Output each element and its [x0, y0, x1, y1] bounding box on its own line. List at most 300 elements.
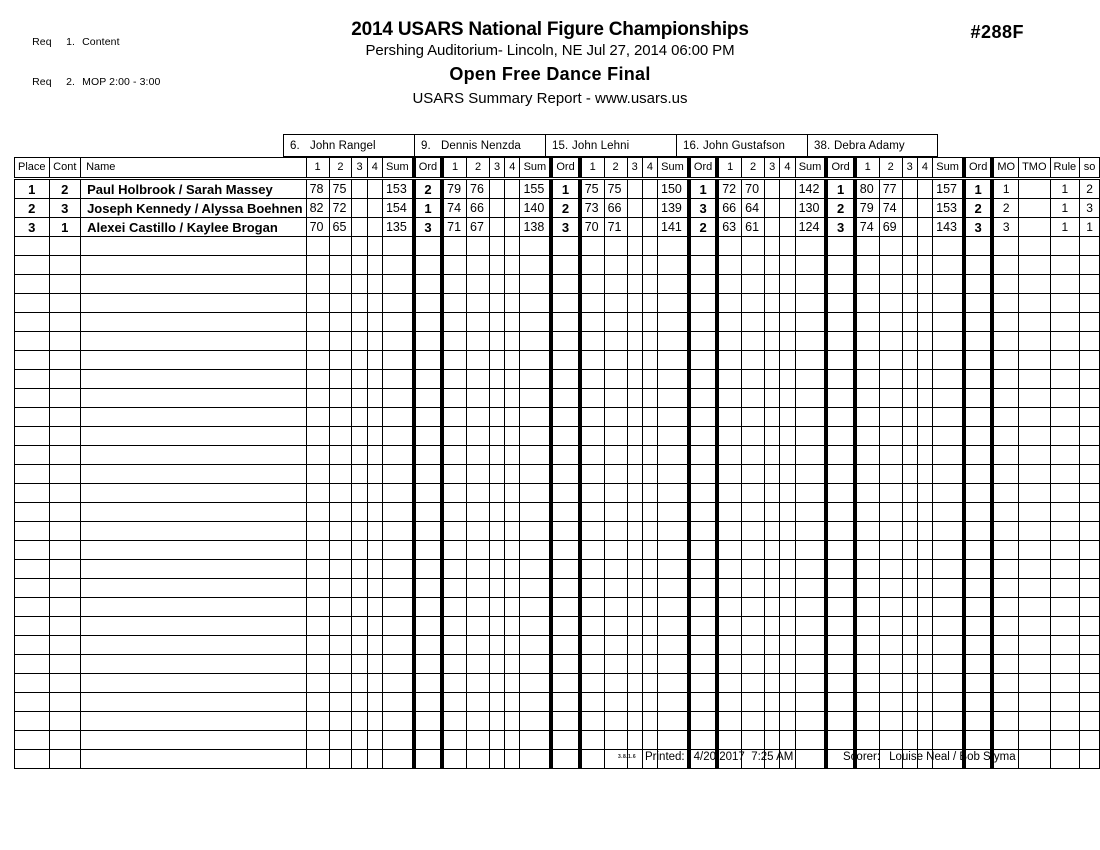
table-row-empty[interactable]	[15, 598, 1100, 617]
cell-judge1-ord	[414, 313, 442, 332]
cell-judge4-score4	[780, 199, 795, 218]
cell-judge1-sum	[382, 465, 413, 484]
cell-judge1-score3	[352, 503, 367, 522]
cell-judge4-score3	[765, 446, 780, 465]
cell-judge2-sum	[520, 560, 551, 579]
results-table	[14, 157, 1100, 769]
cell-judge1-score4	[367, 503, 382, 522]
cell-judge1-score1	[306, 731, 329, 750]
table-row[interactable]	[15, 218, 1100, 237]
cell-judge5-score4	[917, 275, 932, 294]
cell-judge4-ord	[826, 275, 854, 294]
cell-judge4-score3	[765, 408, 780, 427]
cell-judge3-score3	[627, 484, 642, 503]
cell-judge3-sum	[658, 313, 689, 332]
cell-judge1-score2	[329, 712, 352, 731]
table-row[interactable]	[15, 199, 1100, 218]
cell-judge1-score4	[367, 275, 382, 294]
cell-judge3-score2	[604, 256, 627, 275]
cell-judge1-score3	[352, 351, 367, 370]
cell-judge4-score2	[742, 256, 765, 275]
cell-judge3-score3	[627, 389, 642, 408]
col-header-judge2-sum: Sum	[520, 158, 551, 178]
cell-judge2-ord	[551, 560, 579, 579]
cell-judge3-score3	[627, 731, 642, 750]
cell-tmo	[1019, 522, 1050, 541]
cell-so	[1080, 636, 1100, 655]
cell-judge3-score2	[604, 465, 627, 484]
cell-judge1-sum	[382, 408, 413, 427]
cell-judge4-score4	[780, 351, 795, 370]
cell-judge2-ord	[551, 275, 579, 294]
cell-judge4-score2	[742, 617, 765, 636]
cell-judge3-ord	[689, 370, 717, 389]
cell-judge5-score2	[879, 731, 902, 750]
cell-judge3-score1: 73	[580, 199, 604, 218]
cell-judge4-score2	[742, 351, 765, 370]
cell-judge4-score3	[765, 503, 780, 522]
cell-judge5-score1	[855, 294, 879, 313]
cell-place	[15, 693, 50, 712]
cell-judge3-ord	[689, 522, 717, 541]
cell-judge1-score3	[352, 294, 367, 313]
cell-judge4-score2	[742, 541, 765, 560]
judge-number: 15.	[552, 139, 569, 152]
cell-place	[15, 617, 50, 636]
table-row-empty[interactable]	[15, 579, 1100, 598]
cell-judge1-score4	[367, 598, 382, 617]
cell-judge2-score3	[489, 503, 504, 522]
cell-judge1-score3	[352, 313, 367, 332]
cell-judge4-ord	[826, 731, 854, 750]
cell-mo	[992, 465, 1018, 484]
cell-cont	[49, 332, 81, 351]
cell-tmo	[1019, 712, 1050, 731]
table-row-empty[interactable]	[15, 674, 1100, 693]
cell-judge3-ord	[689, 712, 717, 731]
table-row-empty[interactable]	[15, 427, 1100, 446]
table-row-empty[interactable]	[15, 693, 1100, 712]
cell-judge5-sum	[933, 427, 964, 446]
cell-judge5-score2	[879, 522, 902, 541]
cell-so	[1080, 465, 1100, 484]
table-row-empty[interactable]	[15, 731, 1100, 750]
cell-judge4-sum: 124	[795, 218, 826, 237]
cell-judge1-score1	[306, 275, 329, 294]
cell-name	[81, 427, 307, 446]
cell-judge5-score3	[902, 294, 917, 313]
cell-judge5-score4	[917, 256, 932, 275]
col-header-judge3-score4: 4	[642, 158, 657, 178]
table-row-empty[interactable]	[15, 256, 1100, 275]
cell-place	[15, 332, 50, 351]
cell-judge2-score2	[467, 351, 490, 370]
cell-rule	[1050, 484, 1080, 503]
cell-judge3-score4	[642, 370, 657, 389]
cell-judge2-score4	[505, 218, 520, 237]
cell-judge1-score3	[352, 370, 367, 389]
cell-judge4-score4	[780, 408, 795, 427]
cell-rule	[1050, 731, 1080, 750]
cell-judge5-score3	[902, 579, 917, 598]
table-row-empty[interactable]	[15, 408, 1100, 427]
cell-judge2-sum	[520, 731, 551, 750]
cell-mo	[992, 389, 1018, 408]
cell-judge4-score4	[780, 332, 795, 351]
cell-judge3-score1	[580, 370, 604, 389]
cell-judge2-score1	[442, 522, 466, 541]
cell-rule	[1050, 579, 1080, 598]
cell-judge4-score3	[765, 598, 780, 617]
results-table-head	[15, 158, 1100, 178]
cell-cont	[49, 465, 81, 484]
cell-judge4-score1	[717, 408, 741, 427]
cell-judge3-score3	[627, 275, 642, 294]
cell-judge1-score3	[352, 598, 367, 617]
cell-judge2-score1	[442, 256, 466, 275]
cell-judge1-ord	[414, 484, 442, 503]
cell-name	[81, 693, 307, 712]
col-header-judge1-score2: 2	[329, 158, 352, 178]
cell-judge4-ord: 1	[826, 180, 854, 199]
cell-judge3-score3	[627, 408, 642, 427]
cell-judge3-ord	[689, 674, 717, 693]
cell-judge2-sum	[520, 541, 551, 560]
cell-judge5-score1	[855, 712, 879, 731]
cell-judge1-sum: 153	[382, 180, 413, 199]
cell-judge1-score4	[367, 617, 382, 636]
cell-judge2-score1	[442, 731, 466, 750]
cell-judge5-ord	[964, 693, 992, 712]
cell-judge1-score2	[329, 351, 352, 370]
cell-judge3-score4	[642, 636, 657, 655]
table-row-empty[interactable]	[15, 332, 1100, 351]
cell-judge3-score3	[627, 465, 642, 484]
cell-judge1-ord	[414, 294, 442, 313]
cell-cont	[49, 408, 81, 427]
cell-judge1-score1	[306, 446, 329, 465]
cell-judge1-score1	[306, 370, 329, 389]
cell-judge1-sum	[382, 598, 413, 617]
cell-judge2-score3	[489, 218, 504, 237]
cell-judge2-ord	[551, 712, 579, 731]
cell-judge5-score4	[917, 712, 932, 731]
cell-judge1-score4	[367, 693, 382, 712]
cell-cont	[49, 351, 81, 370]
cell-judge3-score1	[580, 750, 604, 769]
table-row-empty[interactable]	[15, 294, 1100, 313]
cell-judge3-sum	[658, 579, 689, 598]
table-row-empty[interactable]	[15, 617, 1100, 636]
cell-judge2-score4	[505, 579, 520, 598]
table-row-empty[interactable]	[15, 465, 1100, 484]
cell-judge1-score3	[352, 465, 367, 484]
cell-place	[15, 408, 50, 427]
cell-mo	[992, 370, 1018, 389]
table-row-empty[interactable]	[15, 446, 1100, 465]
cell-cont	[49, 541, 81, 560]
cell-judge4-score2	[742, 294, 765, 313]
cell-judge1-score4	[367, 712, 382, 731]
cell-rule	[1050, 541, 1080, 560]
cell-judge4-score4	[780, 275, 795, 294]
cell-name	[81, 256, 307, 275]
cell-judge2-ord	[551, 294, 579, 313]
cell-judge2-score2	[467, 693, 490, 712]
cell-judge1-ord	[414, 693, 442, 712]
cell-tmo	[1019, 237, 1050, 256]
cell-judge1-score3	[352, 579, 367, 598]
cell-judge3-score2	[604, 617, 627, 636]
cell-judge2-sum	[520, 674, 551, 693]
cell-judge2-score1	[442, 237, 466, 256]
col-header-judge4-ord: Ord	[826, 158, 854, 178]
cell-judge2-score2	[467, 579, 490, 598]
cell-judge4-score1	[717, 237, 741, 256]
cell-name: Paul Holbrook / Sarah Massey	[81, 180, 307, 199]
cell-judge3-score3	[627, 427, 642, 446]
cell-mo	[992, 655, 1018, 674]
cell-judge3-score3	[627, 712, 642, 731]
cell-judge4-ord	[826, 408, 854, 427]
cell-judge5-score2	[879, 674, 902, 693]
cell-judge5-score1	[855, 408, 879, 427]
judge-header-5	[807, 134, 938, 157]
cell-so	[1080, 237, 1100, 256]
cell-judge3-score3	[627, 636, 642, 655]
col-header-judge2-score1: 1	[442, 158, 466, 178]
cell-judge3-sum	[658, 693, 689, 712]
cell-judge4-ord	[826, 237, 854, 256]
cell-judge5-ord	[964, 560, 992, 579]
cell-so	[1080, 256, 1100, 275]
cell-judge3-ord	[689, 693, 717, 712]
table-row-empty[interactable]	[15, 313, 1100, 332]
cell-judge1-ord	[414, 731, 442, 750]
cell-judge3-score3	[627, 351, 642, 370]
cell-name: Joseph Kennedy / Alyssa Boehnen	[81, 199, 307, 218]
cell-mo	[992, 237, 1018, 256]
table-row[interactable]	[15, 180, 1100, 199]
cell-judge3-score2	[604, 351, 627, 370]
cell-judge3-score1	[580, 655, 604, 674]
table-row-empty[interactable]	[15, 389, 1100, 408]
cell-judge1-ord	[414, 370, 442, 389]
cell-judge3-sum	[658, 332, 689, 351]
cell-judge5-score2	[879, 465, 902, 484]
cell-judge5-sum	[933, 693, 964, 712]
cell-tmo	[1019, 256, 1050, 275]
cell-judge5-score3	[902, 408, 917, 427]
cell-judge2-score1	[442, 560, 466, 579]
cell-judge4-sum: 142	[795, 180, 826, 199]
cell-judge1-score1	[306, 389, 329, 408]
cell-judge4-sum	[795, 674, 826, 693]
col-header-so: so	[1080, 158, 1100, 178]
cell-judge1-score2	[329, 294, 352, 313]
cell-judge4-score3	[765, 275, 780, 294]
cell-judge5-score2	[879, 275, 902, 294]
cell-judge5-score4	[917, 503, 932, 522]
cell-place	[15, 579, 50, 598]
cell-tmo	[1019, 389, 1050, 408]
cell-judge2-score1	[442, 446, 466, 465]
cell-judge5-score4	[917, 522, 932, 541]
cell-judge3-sum	[658, 446, 689, 465]
cell-cont: 1	[49, 218, 81, 237]
cell-tmo	[1019, 503, 1050, 522]
cell-judge5-score2	[879, 313, 902, 332]
cell-place	[15, 541, 50, 560]
cell-judge5-score4	[917, 218, 932, 237]
table-row-empty[interactable]	[15, 541, 1100, 560]
cell-rule	[1050, 370, 1080, 389]
cell-judge2-sum	[520, 256, 551, 275]
cell-judge4-sum	[795, 427, 826, 446]
cell-judge4-score3	[765, 674, 780, 693]
cell-judge4-score2	[742, 389, 765, 408]
cell-judge3-score2	[604, 636, 627, 655]
cell-judge4-score3	[765, 541, 780, 560]
cell-judge2-ord	[551, 484, 579, 503]
cell-judge2-score2	[467, 522, 490, 541]
table-row-empty[interactable]	[15, 522, 1100, 541]
cell-judge2-score1	[442, 712, 466, 731]
cell-cont	[49, 636, 81, 655]
cell-judge1-sum	[382, 712, 413, 731]
cell-judge2-score3	[489, 408, 504, 427]
cell-judge2-score2	[467, 237, 490, 256]
cell-judge1-score1	[306, 750, 329, 769]
cell-judge5-score3	[902, 427, 917, 446]
cell-judge3-ord	[689, 731, 717, 750]
cell-judge4-score4	[780, 655, 795, 674]
cell-judge4-score1	[717, 275, 741, 294]
cell-judge2-score1	[442, 465, 466, 484]
cell-rule	[1050, 693, 1080, 712]
cell-cont: 2	[49, 180, 81, 199]
cell-judge4-score4	[780, 560, 795, 579]
cell-judge4-sum	[795, 750, 826, 769]
cell-judge2-score3	[489, 180, 504, 199]
cell-judge2-score3	[489, 598, 504, 617]
cell-judge4-sum	[795, 256, 826, 275]
cell-judge4-ord	[826, 598, 854, 617]
cell-tmo	[1019, 541, 1050, 560]
table-row-empty[interactable]	[15, 237, 1100, 256]
cell-judge4-score2	[742, 313, 765, 332]
table-row-empty[interactable]	[15, 655, 1100, 674]
cell-judge2-ord	[551, 313, 579, 332]
requirement-2-label: Req	[32, 76, 52, 88]
cell-judge2-score3	[489, 199, 504, 218]
judge-name: John Lehni	[572, 139, 630, 152]
table-row-empty[interactable]	[15, 370, 1100, 389]
cell-so	[1080, 389, 1100, 408]
cell-judge1-sum	[382, 655, 413, 674]
cell-judge5-score2	[879, 256, 902, 275]
cell-judge4-score2	[742, 579, 765, 598]
cell-judge2-score2: 66	[467, 199, 490, 218]
cell-judge5-sum	[933, 541, 964, 560]
cell-judge1-score4	[367, 427, 382, 446]
col-header-judge3-score3: 3	[627, 158, 642, 178]
col-header-mo: MO	[992, 158, 1018, 178]
cell-name	[81, 560, 307, 579]
cell-judge3-sum: 150	[658, 180, 689, 199]
cell-judge3-score1: 70	[580, 218, 604, 237]
cell-judge2-score2	[467, 617, 490, 636]
cell-judge1-score1	[306, 617, 329, 636]
cell-judge4-score3	[765, 655, 780, 674]
cell-judge5-score1: 74	[855, 218, 879, 237]
cell-judge2-sum	[520, 332, 551, 351]
table-row-empty[interactable]	[15, 503, 1100, 522]
table-row-empty[interactable]	[15, 636, 1100, 655]
cell-judge5-score1	[855, 674, 879, 693]
cell-judge3-ord	[689, 256, 717, 275]
cell-judge2-sum	[520, 351, 551, 370]
cell-judge5-ord	[964, 522, 992, 541]
cell-judge4-score3	[765, 332, 780, 351]
cell-judge5-score2	[879, 294, 902, 313]
judge-number: 6.	[290, 139, 300, 152]
table-row-empty[interactable]	[15, 351, 1100, 370]
cell-judge5-score2	[879, 484, 902, 503]
cell-judge1-sum	[382, 256, 413, 275]
judge-name: John Gustafson	[703, 139, 785, 152]
cell-judge5-score3	[902, 674, 917, 693]
cell-judge2-score3	[489, 370, 504, 389]
cell-judge2-ord	[551, 750, 579, 769]
cell-place: 2	[15, 199, 50, 218]
col-header-judge5-score3: 3	[902, 158, 917, 178]
cell-judge4-ord	[826, 465, 854, 484]
cell-mo	[992, 712, 1018, 731]
cell-judge4-score4	[780, 465, 795, 484]
cell-judge4-score1	[717, 332, 741, 351]
cell-name	[81, 655, 307, 674]
cell-mo: 3	[992, 218, 1018, 237]
table-row-empty[interactable]	[15, 484, 1100, 503]
cell-judge1-score1	[306, 237, 329, 256]
cell-judge4-score2	[742, 693, 765, 712]
cell-place	[15, 655, 50, 674]
cell-judge2-sum	[520, 294, 551, 313]
cell-judge3-score2	[604, 655, 627, 674]
cell-judge5-score2	[879, 408, 902, 427]
cell-judge5-score3	[902, 484, 917, 503]
cell-judge3-score4	[642, 484, 657, 503]
cell-so	[1080, 503, 1100, 522]
cell-so	[1080, 579, 1100, 598]
table-row-empty[interactable]	[15, 560, 1100, 579]
cell-so	[1080, 598, 1100, 617]
table-row-empty[interactable]	[15, 275, 1100, 294]
cell-judge2-score3	[489, 560, 504, 579]
cell-judge3-score1	[580, 408, 604, 427]
cell-judge3-ord	[689, 484, 717, 503]
cell-name	[81, 237, 307, 256]
cell-judge1-score3	[352, 731, 367, 750]
cell-judge4-score1	[717, 294, 741, 313]
cell-judge3-score4	[642, 598, 657, 617]
cell-judge2-score1	[442, 750, 466, 769]
col-header-judge1-score4: 4	[367, 158, 382, 178]
table-row-empty[interactable]	[15, 712, 1100, 731]
cell-judge5-score3	[902, 712, 917, 731]
cell-judge1-score2	[329, 503, 352, 522]
